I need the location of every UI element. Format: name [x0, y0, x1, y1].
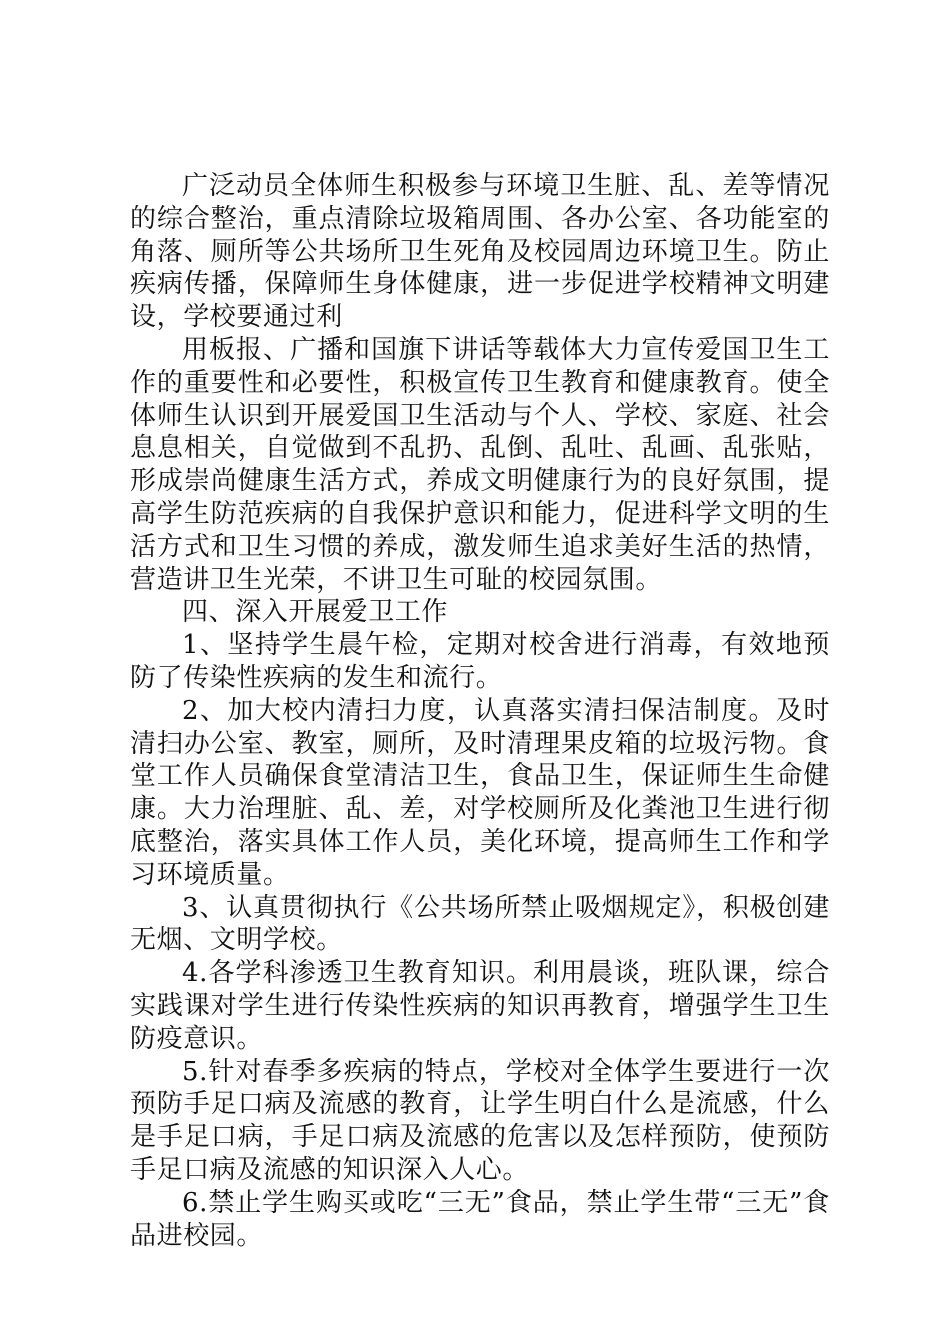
list-item-1: 1、坚持学生晨午检，定期对校舍进行消毒，有效地预防了传染性疾病的发生和流行。: [130, 630, 830, 693]
section-heading-four: 四、深入开展爱卫工作: [182, 597, 449, 628]
list-item-3: 3、认真贯彻执行《公共场所禁止吸烟规定》，积极创建无烟、文明学校。: [130, 892, 830, 956]
list-item-6: 6.禁止学生购买或吃“三无”食品，禁止学生带“三无”食品进校园。: [130, 1187, 830, 1251]
paragraph-environment-cleanup: 广泛动员全体师生积极参与环境卫生脏、乱、差等情况的综合整治，重点清除垃圾箱周围、各办公室、各功能室的角落、厕所等公共场所卫生死角及校园周边环境卫生。防止疾病传播，保障师生身体健康，进一步促进学校精神文明建设，学校要通过利: [130, 171, 830, 333]
list-item-4: 4.各学科渗透卫生教育知识。利用晨谈，班队课，综合实践课对学生进行传染性疾病的知识再教育，增强学生卫生防疫意识。: [130, 958, 830, 1054]
document-body: [130, 170, 830, 1252]
list-item-5: 5.针对春季多疾病的特点，学校对全体学生要进行一次预防手足口病及流感的教育，让学生明白什么是流感，什么是手足口病，手足口病及流感的危害以及怎样预防，使预防手足口病及流感的知识深入人心。: [130, 1056, 830, 1185]
paragraph-publicity: 用板报、广播和国旗下讲话等载体大力宣传爱国卫生工作的重要性和必要性，积极宣传卫生教育和健康教育。使全体师生认识到开展爱国卫生活动与个人、学校、家庭、社会息息相关，自觉做到不乱扔、乱倒、乱吐、乱画、乱张贴，形成崇尚健康生活方式，养成文明健康行为的良好氛围，提高学生防范疾病的自我保护意识和能力，促进科学文明的生活方式和卫生习惯的养成，激发师生追求美好生活的热情，营造讲卫生光荣，不讲卫生可耻的校园氛围。: [130, 334, 830, 595]
list-item-2: 2、加大校内清扫力度，认真落实清扫保洁制度。及时清扫办公室、教室，厕所，及时清理果皮箱的垃圾污物。食堂工作人员确保食堂清洁卫生，食品卫生，保证师生生命健康。大力治理脏、乱、差，对学校厕所及化粪池卫生进行彻底整治，落实具体工作人员，美化环境，提高师生工作和学习环境质量。: [130, 695, 830, 890]
